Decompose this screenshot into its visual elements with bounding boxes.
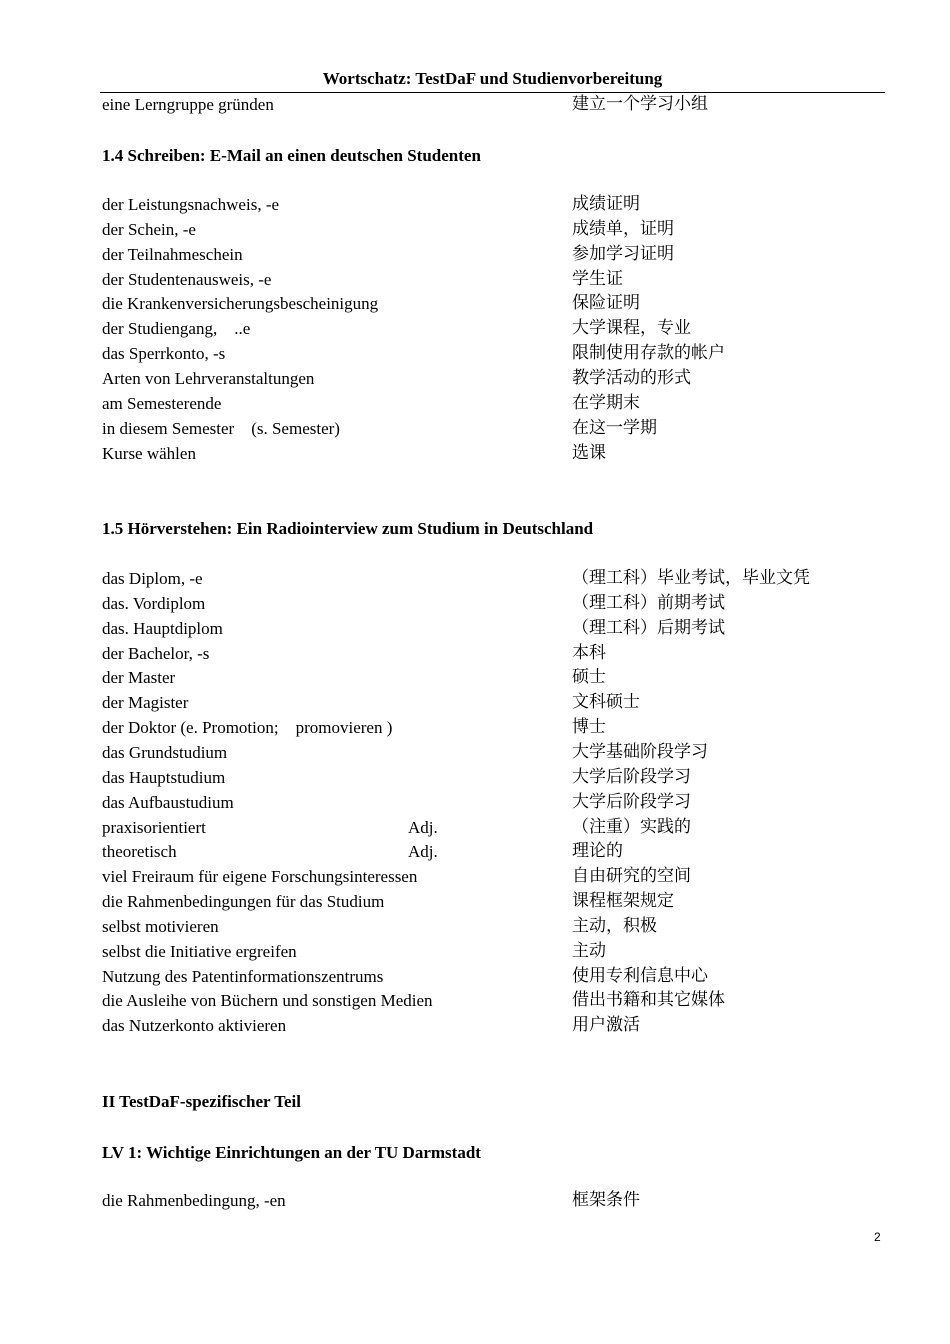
german-term: die Krankenversicherungsbescheinigung <box>102 294 379 314</box>
chinese-translation: 教学活动的形式 <box>572 367 691 388</box>
part-of-speech: Adj. <box>408 817 438 837</box>
german-term: das Diplom, -e <box>102 569 203 588</box>
page-title: Wortschatz: TestDaF und Studienvorbereitung <box>100 68 885 93</box>
chinese-translation: 选课 <box>572 442 606 463</box>
german-term: der Schein, -e <box>102 219 196 239</box>
chinese-translation: （注重）实践的 <box>572 816 691 837</box>
german-term: selbst die Initiative ergreifen <box>102 941 297 961</box>
page-number: 2 <box>874 1230 881 1244</box>
vocabulary-row <box>0 217 950 242</box>
chinese-translation: 在这一学期 <box>572 417 657 438</box>
vocabulary-row <box>0 416 950 441</box>
vocabulary-row <box>0 267 950 292</box>
german-term: Nutzung des Patentinformationszentrums <box>102 966 384 986</box>
german-term: das Hauptstudium <box>102 767 226 787</box>
vocabulary-row <box>0 341 950 366</box>
german-term: der Doktor (e. Promotion; promovieren ) <box>102 718 393 738</box>
chinese-translation: 主动 <box>572 940 606 961</box>
german-term: eine Lerngruppe gründen <box>102 95 274 114</box>
vocabulary-row <box>0 242 950 267</box>
chinese-translation: 限制使用存款的帐户 <box>572 343 725 364</box>
german-term: am Semesterende <box>102 393 222 413</box>
chinese-translation: （理工科）毕业考试，毕业文凭 <box>572 568 810 588</box>
vocabulary-row <box>0 765 950 790</box>
chinese-translation: 借出书籍和其它媒体 <box>572 990 725 1011</box>
chinese-translation: 大学基础阶段学习 <box>572 741 708 762</box>
chinese-translation: 自由研究的空间 <box>572 866 691 887</box>
german-term: das. Vordiplom <box>102 593 206 613</box>
german-term: die Rahmenbedingungen für das Studium <box>102 892 385 912</box>
chinese-translation: （理工科）后期考试 <box>572 617 725 638</box>
vocabulary-row <box>0 192 950 217</box>
vocabulary-row <box>0 641 950 666</box>
vocabulary-row <box>0 889 950 914</box>
vocabulary-row <box>0 864 950 889</box>
chinese-translation: 成绩证明 <box>572 194 640 214</box>
chinese-translation: （理工科）前期考试 <box>572 592 725 613</box>
german-term: das Aufbaustudium <box>102 792 234 812</box>
chinese-translation: 使用专利信息中心 <box>572 965 708 986</box>
vocabulary-row <box>0 815 950 840</box>
vocabulary-row <box>0 1188 950 1213</box>
german-term: theoretisch <box>102 842 177 862</box>
vocabulary-row <box>0 291 950 316</box>
vocabulary-row <box>0 566 950 591</box>
german-term: das. Hauptdiplom <box>102 618 223 638</box>
german-term: das Nutzerkonto aktivieren <box>102 1016 287 1036</box>
german-term: praxisorientiert <box>102 817 206 837</box>
vocabulary-row <box>0 441 950 466</box>
german-term: das Sperrkonto, -s <box>102 344 226 364</box>
german-term: der Leistungsnachweis, -e <box>102 195 280 214</box>
chinese-translation: 本科 <box>572 642 606 663</box>
german-term: der Master <box>102 668 176 688</box>
german-term: viel Freiraum für eigene Forschungsinteressen <box>102 867 418 887</box>
chinese-translation: 硕士 <box>572 667 606 688</box>
vocabulary-row <box>0 740 950 765</box>
vocabulary-row <box>0 790 950 815</box>
chinese-translation: 大学课程，专业 <box>572 318 691 339</box>
german-term: der Studiengang, ..e <box>102 319 251 339</box>
german-term: die Rahmenbedingung, -en <box>102 1191 286 1210</box>
vocabulary-row <box>0 690 950 715</box>
part-of-speech: Adj. <box>408 842 438 862</box>
german-term: der Magister <box>102 693 189 713</box>
vocabulary-row <box>0 316 950 341</box>
vocabulary-row <box>0 964 950 989</box>
vocabulary-row <box>0 939 950 964</box>
vocabulary-row <box>0 914 950 939</box>
section-heading: LV 1: Wichtige Einrichtungen an der TU Darmstadt <box>102 1143 481 1162</box>
vocabulary-row <box>0 665 950 690</box>
section-heading: 1.4 Schreiben: E-Mail an einen deutschen Studenten <box>102 146 481 165</box>
vocabulary-row <box>0 715 950 740</box>
german-term: der Bachelor, -s <box>102 643 210 663</box>
chinese-translation: 理论的 <box>572 841 623 862</box>
section-heading: 1.5 Hörverstehen: Ein Radiointerview zum Studium in Deutschland <box>102 519 594 538</box>
vocabulary-row <box>0 391 950 416</box>
german-term: der Teilnahmeschein <box>102 244 243 264</box>
vocabulary-row <box>0 366 950 391</box>
german-term: der Studentenausweis, -e <box>102 269 272 289</box>
german-term: selbst motivieren <box>102 916 219 936</box>
chinese-translation: 框架条件 <box>572 1190 640 1210</box>
german-term: das Grundstudium <box>102 742 228 762</box>
chinese-translation: 主动，积极 <box>572 915 657 936</box>
chinese-translation: 用户激活 <box>572 1015 640 1036</box>
chinese-translation: 大学后阶段学习 <box>572 791 691 812</box>
vocabulary-row <box>0 1013 950 1038</box>
vocabulary-row <box>0 92 950 117</box>
chinese-translation: 成绩单，证明 <box>572 218 674 239</box>
german-term: Kurse wählen <box>102 443 196 463</box>
vocabulary-row <box>0 988 950 1013</box>
vocabulary-row <box>0 591 950 616</box>
chinese-translation: 参加学习证明 <box>572 243 674 264</box>
vocabulary-row <box>0 839 950 864</box>
chinese-translation: 学生证 <box>572 268 623 289</box>
german-term: in diesem Semester (s. Semester) <box>102 418 340 438</box>
chinese-translation: 文科硕士 <box>572 692 640 713</box>
vocabulary-row <box>0 616 950 641</box>
german-term: Arten von Lehrveranstaltungen <box>102 368 315 388</box>
german-term: die Ausleihe von Büchern und sonstigen Medien <box>102 991 433 1011</box>
chinese-translation: 博士 <box>572 717 606 738</box>
chinese-translation: 课程框架规定 <box>572 891 674 912</box>
chinese-translation: 建立一个学习小组 <box>572 94 708 114</box>
chinese-translation: 保险证明 <box>572 293 640 314</box>
section-heading: II TestDaF-spezifischer Teil <box>102 1092 301 1111</box>
chinese-translation: 大学后阶段学习 <box>572 766 691 787</box>
chinese-translation: 在学期末 <box>572 392 640 413</box>
